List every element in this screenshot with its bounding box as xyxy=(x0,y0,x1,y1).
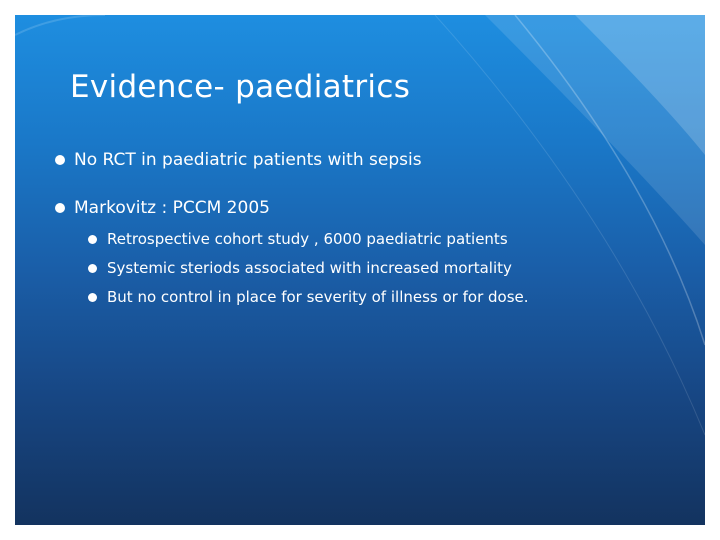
bullet-text: Markovitz : PCCM 2005 xyxy=(74,198,270,218)
sub-bullet-item xyxy=(88,259,512,277)
sub-bullet-item xyxy=(88,230,508,248)
bullet-dot-icon xyxy=(88,264,97,273)
sub-bullet-item xyxy=(88,288,529,306)
bullet-dot-icon xyxy=(55,203,65,213)
bullet-dot-icon xyxy=(88,235,97,244)
slide xyxy=(15,15,705,525)
slide-title: Evidence- paediatrics xyxy=(70,69,411,105)
sub-bullet-text: Systemic steriods associated with increased mortality xyxy=(107,259,512,277)
bullet-dot-icon xyxy=(55,155,65,165)
bullet-item xyxy=(55,198,270,218)
bullet-item xyxy=(55,150,422,170)
bullet-dot-icon xyxy=(88,293,97,302)
bullet-list xyxy=(15,15,705,525)
bullet-text: No RCT in paediatric patients with sepsis xyxy=(74,150,422,170)
sub-bullet-text: But no control in place for severity of illness or for dose. xyxy=(107,288,529,306)
sub-bullet-text: Retrospective cohort study , 6000 paediatric patients xyxy=(107,230,508,248)
